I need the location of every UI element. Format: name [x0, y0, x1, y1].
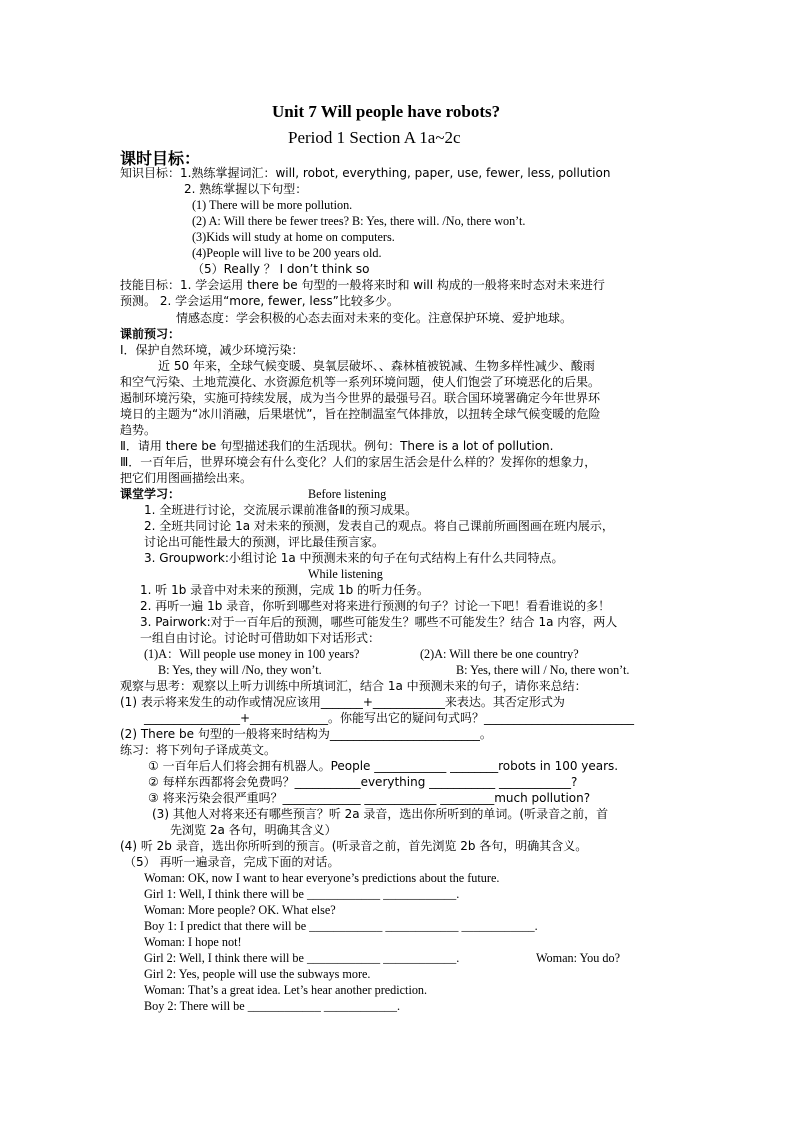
dialogue-a1: (1)A：Will people use money in 100 years?	[144, 647, 360, 661]
text-line: 情感态度：学会积极的心态去面对未来的变化。注意保护环境、爱护地球。	[176, 311, 573, 325]
text-line: ________________+_____________。你能写出它的疑问句式吗？_________________________	[144, 711, 635, 725]
text-line: （5） 再听一遍录音，完成下面的对话。	[124, 855, 340, 869]
document-title: Unit 7 Will people have robots?	[272, 102, 501, 121]
dialogue-line: Boy 2: There will be ____________ ____________.	[144, 999, 401, 1013]
text-line: 讨论出可能性最大的预测，评比最佳预言家。	[144, 535, 385, 549]
text-line: (2) There be 句型的一般将来时结构为_________________________。	[120, 727, 492, 741]
text-line: 把它们用图画描绘出来。	[120, 471, 253, 485]
text-line: 一组自由讨论。讨论时可借助如下对话形式：	[140, 631, 381, 645]
text-line: 1. 听 1b 录音中对未来的预测，完成 1b 的听力任务。	[140, 583, 430, 597]
text-line: 2. 再听一遍 1b 录音，你听到哪些对将来进行预测的句子？讨论一下吧！看看谁说的多！	[140, 599, 611, 613]
text-line: 近 50 年来，全球气候变暖、臭氧层破坏、、森林植被锐减、生物多样性减少、酸雨	[158, 359, 595, 373]
dialogue-line: Girl 1: Well, I think there will be ____________ ____________.	[144, 887, 460, 901]
text-line: (1) There will be more pollution.	[192, 198, 353, 212]
text-line: （5）Really ？ I don’t think so	[192, 262, 370, 276]
text-line: (2) A: Will there be fewer trees? B: Yes, there will. /No, there won’t.	[192, 214, 526, 228]
subheading-while-listening: While listening	[308, 567, 383, 581]
dialogue-line: Woman: You do?	[536, 951, 620, 965]
text-line: (1) 表示将来发生的动作或情况应该用_______+____________来表达。其否定形式为	[120, 695, 565, 709]
exercise-line: ① 一百年后人们将会拥有机器人。People ____________ ________robots in 100 years.	[148, 759, 619, 773]
text-line: 练习：将下列句子译成英文。	[120, 743, 277, 757]
dialogue-line: Girl 2: Well, I think there will be ____________ ____________.	[144, 951, 460, 965]
section-heading-preview: 课前预习：	[120, 327, 181, 341]
section-heading-objectives: 课时目标：	[120, 149, 201, 168]
text-line: 技能目标：1. 学会运用 there be 句型的一般将来时和 will 构成的一般将来时态对未来进行	[120, 278, 605, 292]
text-line: 观察与思考：观察以上听力训练中所填词汇，结合 1a 中预测未来的句子，请你来总结：	[120, 679, 587, 693]
text-line: Ⅲ．一百年后，世界环境会有什么变化？人们的家居生活会是什么样的？发挥你的想象力，	[120, 455, 597, 469]
text-line: 先浏览 2a 各句，明确其含义）	[170, 823, 337, 837]
text-line: 1. 全班进行讨论，交流展示课前准备Ⅱ的预习成果。	[144, 503, 418, 517]
dialogue-b1: B: Yes, they will /No, they won’t.	[158, 663, 322, 677]
text-line: Ⅰ．保护自然环境，减少环境污染：	[120, 343, 304, 357]
text-line: 和空气污染、土地荒漠化、水资源危机等一系列环境问题，使人们饱尝了环境恶化的后果。	[120, 375, 601, 389]
text-line: 3. Pairwork:对于一百年后的预测，哪些可能发生？哪些不可能发生？结合 1a 内容，两人	[140, 615, 618, 629]
text-line: 3. Groupwork:小组讨论 1a 中预测未来的句子在句式结构上有什么共同特点。	[144, 551, 564, 565]
text-line: 预测。 2. 学会运用“more, fewer, less”比较多少。	[120, 294, 399, 308]
dialogue-line: Boy 1: I predict that there will be ____________ ____________ ____________.	[144, 919, 538, 933]
text-line: Ⅱ．请用 there be 句型描述我们的生活现状。例句：There is a lot of pollution.	[120, 439, 554, 453]
text-line: 趋势。	[120, 423, 157, 437]
text-line: 境日的主题为“冰川消融，后果堪忧”，旨在控制温室气体排放，以扭转全球气候变暖的危险	[120, 407, 601, 421]
text-line: 遏制环境污染，实施可持续发展，成为当今世界的最强号召。联合国环境署确定今年世界环	[120, 391, 601, 405]
exercise-line: ③ 将来污染会很严重吗？_____________ ____________ _________much pollution?	[148, 791, 591, 805]
dialogue-line: Woman: OK, now I want to hear everyone’s predictions about the future.	[144, 871, 500, 885]
dialogue-line: Woman: More people? OK. What else?	[144, 903, 336, 917]
subheading-before-listening: Before listening	[308, 487, 387, 501]
text-line: 2. 熟练掌握以下句型：	[184, 182, 308, 196]
dialogue-line: Girl 2: Yes, people will use the subways more.	[144, 967, 371, 981]
text-line: (4)People will live to be 200 years old.	[192, 246, 382, 260]
dialogue-line: Woman: I hope not!	[144, 935, 242, 949]
dialogue-a2: (2)A: Will there be one country?	[420, 647, 579, 661]
text-line: (3) 其他人对将来还有哪些预言？听 2a 录音，选出你所听到的单词。(听录音之前，首	[152, 807, 609, 821]
text-line: (3)Kids will study at home on computers.	[192, 230, 395, 244]
exercise-line: ② 每样东西都将会免费吗？___________everything ___________ ____________?	[148, 775, 578, 789]
text-line: 2. 全班共同讨论 1a 对未来的预测，发表自己的观点。将自己课前所画图画在班内展示，	[144, 519, 614, 533]
dialogue-b2: B: Yes, there will / No, there won’t.	[456, 663, 630, 677]
section-heading-classroom: 课堂学习：	[120, 487, 181, 501]
document-subtitle: Period 1 Section A 1a~2c	[288, 128, 461, 147]
text-line: 知识目标：1.熟练掌握词汇：will, robot, everything, paper, use, fewer, less, pollution	[120, 166, 611, 180]
dialogue-line: Woman: That’s a great idea. Let’s hear another prediction.	[144, 983, 428, 997]
text-line: (4) 听 2b 录音，选出你所听到的预言。(听录音之前，首先浏览 2b 各句，明确其含义。	[120, 839, 588, 853]
